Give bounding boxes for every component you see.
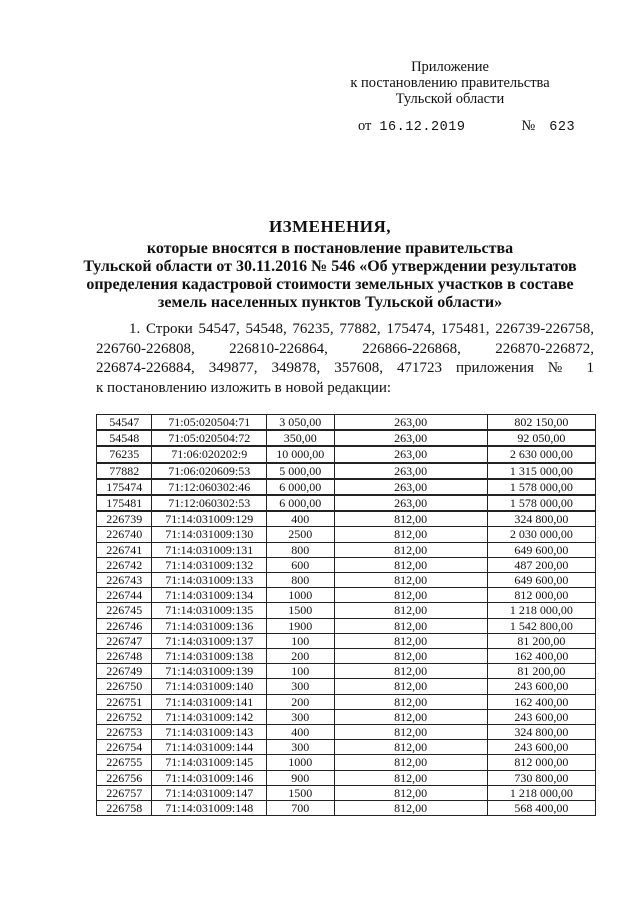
table-row [97,495,596,511]
row-number-cell: 226752 [97,709,152,724]
row-number-cell: 226747 [97,633,152,648]
cadastral-value-cell: 730 800,00 [487,770,595,785]
title-line-4: земель населенных пунктов Тульской области» [157,294,503,311]
cadastral-value-cell: 243 600,00 [487,709,595,724]
row-number-cell: 226754 [97,740,152,755]
paragraph-line-3: 226874-226884, 349877, 349878, 357608, 471723 приложения № 1 [96,360,594,376]
appendix-line-1: Приложение [411,59,489,75]
table-row [97,479,596,495]
specific-value-cell: 812,00 [334,588,487,603]
table-row [97,770,596,785]
cadastral-number-cell: 71:14:031009:143 [152,725,267,740]
table-row [97,755,596,770]
table-row [97,725,596,740]
specific-value-cell: 812,00 [334,770,487,785]
specific-value-cell: 812,00 [334,557,487,572]
specific-value-cell: 812,00 [334,527,487,542]
row-number-cell: 175474 [97,479,152,495]
title-heading: ИЗМЕНЕНИЯ, [268,217,392,236]
body-paragraph [96,320,594,398]
cadastral-value-cell: 1 578 000,00 [487,495,595,511]
table-row [97,618,596,633]
row-number-cell: 226748 [97,649,152,664]
row-number-cell: 226758 [97,801,152,816]
area-cell: 1500 [267,603,334,618]
table-row [97,709,596,724]
row-number-cell: 226753 [97,725,152,740]
specific-value-cell: 812,00 [334,633,487,648]
area-cell: 5 000,00 [267,463,334,479]
title-line-1: которые вносятся в постановление правительства [146,240,514,257]
document-title [60,218,600,312]
specific-value-cell: 812,00 [334,603,487,618]
cadastral-number-cell: 71:14:031009:146 [152,770,267,785]
cadastral-value-cell: 81 200,00 [487,664,595,679]
cadastral-number-cell: 71:14:031009:134 [152,588,267,603]
table-row [97,557,596,572]
cadastral-number-cell: 71:14:031009:138 [152,649,267,664]
cadastral-value-cell: 81 200,00 [487,633,595,648]
specific-value-cell: 812,00 [334,542,487,557]
area-cell: 400 [267,511,334,527]
cadastral-number-cell: 71:14:031009:140 [152,679,267,694]
table-row [97,679,596,694]
area-cell: 400 [267,725,334,740]
specific-value-cell: 812,00 [334,694,487,709]
cadastral-value-cell: 324 800,00 [487,511,595,527]
cadastral-value-cell: 243 600,00 [487,679,595,694]
appendix-line-2: к постановлению правительства [350,75,550,91]
table-row [97,430,596,446]
cadastral-value-cell: 92 050,00 [487,430,595,446]
row-number-cell: 226756 [97,770,152,785]
area-cell: 600 [267,557,334,572]
table-row [97,573,596,588]
cadastral-value-cell: 162 400,00 [487,649,595,664]
cadastral-value-cell: 487 200,00 [487,557,595,572]
appendix-header [320,59,580,107]
area-cell: 100 [267,633,334,648]
cadastral-value-cell: 1 218 000,00 [487,603,595,618]
table-row [97,801,596,816]
table-row [97,649,596,664]
specific-value-cell: 812,00 [334,649,487,664]
cadastral-number-cell: 71:14:031009:141 [152,694,267,709]
table-row [97,740,596,755]
specific-value-cell: 812,00 [334,679,487,694]
area-cell: 1000 [267,755,334,770]
area-cell: 200 [267,694,334,709]
area-cell: 900 [267,770,334,785]
row-number-cell: 226757 [97,785,152,800]
table-row [97,446,596,462]
cadastral-number-cell: 71:14:031009:148 [152,801,267,816]
number-label: № [521,118,536,134]
cadastral-value-cell: 1 315 000,00 [487,463,595,479]
area-cell: 300 [267,740,334,755]
area-cell: 10 000,00 [267,446,334,462]
cadastral-number-cell: 71:05:020504:71 [152,415,267,431]
cadastral-value-cell: 1 542 800,00 [487,618,595,633]
table-row [97,603,596,618]
paragraph-line-4: к постановлению изложить в новой редакции: [96,379,392,396]
specific-value-cell: 812,00 [334,801,487,816]
cadastral-number-cell: 71:14:031009:137 [152,633,267,648]
cadastral-number-cell: 71:14:031009:132 [152,557,267,572]
title-line-2: Тульской области от 30.11.2016 № 546 «Об утверждении результатов [83,258,577,275]
cadastral-value-cell: 1 578 000,00 [487,479,595,495]
area-cell: 1900 [267,618,334,633]
specific-value-cell: 263,00 [334,495,487,511]
specific-value-cell: 263,00 [334,430,487,446]
appendix-line-3: Тульской области [395,91,505,107]
table-row [97,588,596,603]
specific-value-cell: 812,00 [334,573,487,588]
area-cell: 200 [267,649,334,664]
cadastral-number-cell: 71:14:031009:147 [152,785,267,800]
cadastral-number-cell: 71:14:031009:129 [152,511,267,527]
area-cell: 800 [267,542,334,557]
row-number-cell: 77882 [97,463,152,479]
cadastral-number-cell: 71:06:020609:53 [152,463,267,479]
area-cell: 700 [267,801,334,816]
cadastral-number-cell: 71:05:020504:72 [152,430,267,446]
specific-value-cell: 263,00 [334,415,487,431]
cadastral-value-cell: 162 400,00 [487,694,595,709]
area-cell: 300 [267,679,334,694]
area-cell: 6 000,00 [267,479,334,495]
specific-value-cell: 263,00 [334,446,487,462]
row-number-cell: 175481 [97,495,152,511]
cadastral-value-cell: 568 400,00 [487,801,595,816]
row-number-cell: 226739 [97,511,152,527]
row-number-cell: 54548 [97,430,152,446]
specific-value-cell: 263,00 [334,479,487,495]
cadastral-number-cell: 71:14:031009:145 [152,755,267,770]
specific-value-cell: 263,00 [334,463,487,479]
cadastral-number-cell: 71:14:031009:131 [152,542,267,557]
cadastral-value-table [96,414,596,816]
table-row [97,527,596,542]
cadastral-value-cell: 812 000,00 [487,588,595,603]
row-number-cell: 226742 [97,557,152,572]
area-cell: 2500 [267,527,334,542]
row-number-cell: 226749 [97,664,152,679]
area-cell: 350,00 [267,430,334,446]
table-row [97,463,596,479]
from-label: от [358,118,372,134]
cadastral-number-cell: 71:12:060302:53 [152,495,267,511]
row-number-cell: 226741 [97,542,152,557]
cadastral-number-cell: 71:14:031009:130 [152,527,267,542]
area-cell: 1500 [267,785,334,800]
specific-value-cell: 812,00 [334,785,487,800]
row-number-cell: 226751 [97,694,152,709]
title-line-3: определения кадастровой стоимости земельных участков в составе [86,276,574,293]
table-row [97,785,596,800]
row-number-cell: 226746 [97,618,152,633]
cadastral-number-cell: 71:14:031009:142 [152,709,267,724]
row-number-cell: 226750 [97,679,152,694]
specific-value-cell: 812,00 [334,740,487,755]
table-row [97,633,596,648]
area-cell: 100 [267,664,334,679]
row-number-cell: 226744 [97,588,152,603]
table-row [97,415,596,431]
cadastral-value-cell: 1 218 000,00 [487,785,595,800]
row-number-cell: 226755 [97,755,152,770]
registration-date: 16.12.2019 [379,120,466,135]
table-row [97,511,596,527]
cadastral-number-cell: 71:14:031009:135 [152,603,267,618]
table-row [97,664,596,679]
cadastral-value-cell: 649 600,00 [487,573,595,588]
row-number-cell: 76235 [97,446,152,462]
cadastral-number-cell: 71:14:031009:144 [152,740,267,755]
cadastral-number-cell: 71:14:031009:139 [152,664,267,679]
cadastral-value-cell: 2 630 000,00 [487,446,595,462]
specific-value-cell: 812,00 [334,618,487,633]
cadastral-number-cell: 71:14:031009:136 [152,618,267,633]
specific-value-cell: 812,00 [334,709,487,724]
row-number-cell: 226740 [97,527,152,542]
cadastral-value-cell: 802 150,00 [487,415,595,431]
table-row [97,694,596,709]
area-cell: 1000 [267,588,334,603]
paragraph-line-1: 1. Строки 54547, 54548, 76235, 77882, 175474, 175481, 226739-226758, [129,321,594,337]
row-number-cell: 54547 [97,415,152,431]
cadastral-number-cell: 71:06:020202:9 [152,446,267,462]
specific-value-cell: 812,00 [334,725,487,740]
cadastral-value-cell: 812 000,00 [487,755,595,770]
registration-number: 623 [549,120,576,135]
specific-value-cell: 812,00 [334,664,487,679]
cadastral-value-cell: 243 600,00 [487,740,595,755]
cadastral-number-cell: 71:14:031009:133 [152,573,267,588]
area-cell: 3 050,00 [267,415,334,431]
specific-value-cell: 812,00 [334,511,487,527]
table-row [97,542,596,557]
paragraph-line-2: 226760-226808, 226810-226864, 226866-226868, 226870-226872, [96,340,594,357]
registration-line [358,118,598,135]
cadastral-value-cell: 649 600,00 [487,542,595,557]
area-cell: 300 [267,709,334,724]
cadastral-number-cell: 71:12:060302:46 [152,479,267,495]
area-cell: 6 000,00 [267,495,334,511]
row-number-cell: 226745 [97,603,152,618]
specific-value-cell: 812,00 [334,755,487,770]
cadastral-value-cell: 324 800,00 [487,725,595,740]
row-number-cell: 226743 [97,573,152,588]
cadastral-value-cell: 2 030 000,00 [487,527,595,542]
area-cell: 800 [267,573,334,588]
